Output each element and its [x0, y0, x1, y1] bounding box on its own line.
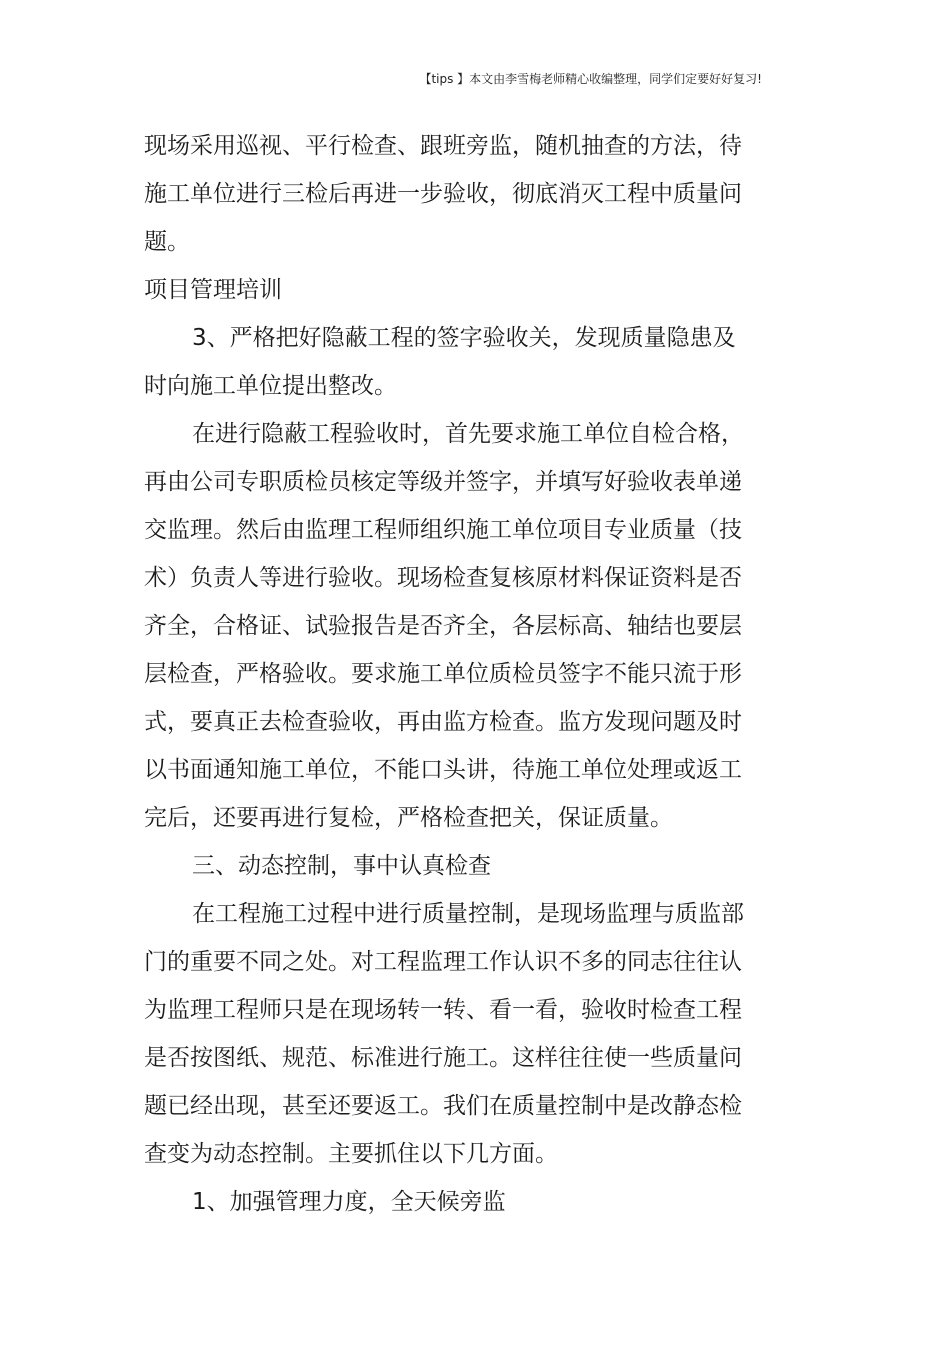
body-line: 现场采用巡视、平行检查、跟班旁监，随机抽查的方法，待: [144, 133, 742, 159]
body-line: 交监理。然后由监理工程师组织施工单位项目专业质量（技: [144, 517, 742, 543]
body-line: 齐全，合格证、试验报告是否齐全，各层标高、轴结也要层: [144, 613, 742, 639]
body-line: 式，要真正去检查验收，再由监方检查。监方发现问题及时: [144, 709, 742, 735]
body-line: 施工单位进行三检后再进一步验收，彻底消灭工程中质量问: [144, 181, 742, 207]
paragraph-start: 在进行隐蔽工程验收时，首先要求施工单位自检合格，: [192, 421, 744, 447]
body-line: 为监理工程师只是在现场转一转、看一看，验收时检查工程: [144, 997, 742, 1023]
document-body: [144, 122, 744, 1226]
body-line: 查变为动态控制。主要抓住以下几方面。: [144, 1141, 558, 1167]
paragraph-start: 在工程施工过程中进行质量控制，是现场监理与质监部: [192, 901, 744, 927]
section-heading: 三、动态控制，事中认真检查: [192, 853, 491, 879]
body-line: 题已经出现，甚至还要返工。我们在质量控制中是改静态检: [144, 1093, 742, 1119]
numbered-item-heading: 1、加强管理力度，全天候旁监: [192, 1189, 506, 1215]
body-line: 再由公司专职质检员核定等级并签字，并填写好验收表单递: [144, 469, 742, 495]
body-line: 门的重要不同之处。对工程监理工作认识不多的同志往往认: [144, 949, 742, 975]
header-tips-note: 【tips 】本文由李雪梅老师精心收编整理，同学们定要好好复习!: [419, 72, 762, 86]
numbered-item-heading: 3、严格把好隐蔽工程的签字验收关，发现质量隐患及: [192, 325, 736, 351]
body-line: 是否按图纸、规范、标准进行施工。这样往往使一些质量问: [144, 1045, 742, 1071]
body-line: 以书面通知施工单位，不能口头讲，待施工单位处理或返工: [144, 757, 742, 783]
body-line: 时向施工单位提出整改。: [144, 373, 397, 399]
body-line: 层检查，严格验收。要求施工单位质检员签字不能只流于形: [144, 661, 742, 687]
body-line: 题。: [144, 229, 190, 255]
section-heading: 项目管理培训: [144, 277, 282, 303]
body-line: 完后，还要再进行复检，严格检查把关，保证质量。: [144, 805, 673, 831]
body-line: 术）负责人等进行验收。现场检查复核原材料保证资料是否: [144, 565, 742, 591]
